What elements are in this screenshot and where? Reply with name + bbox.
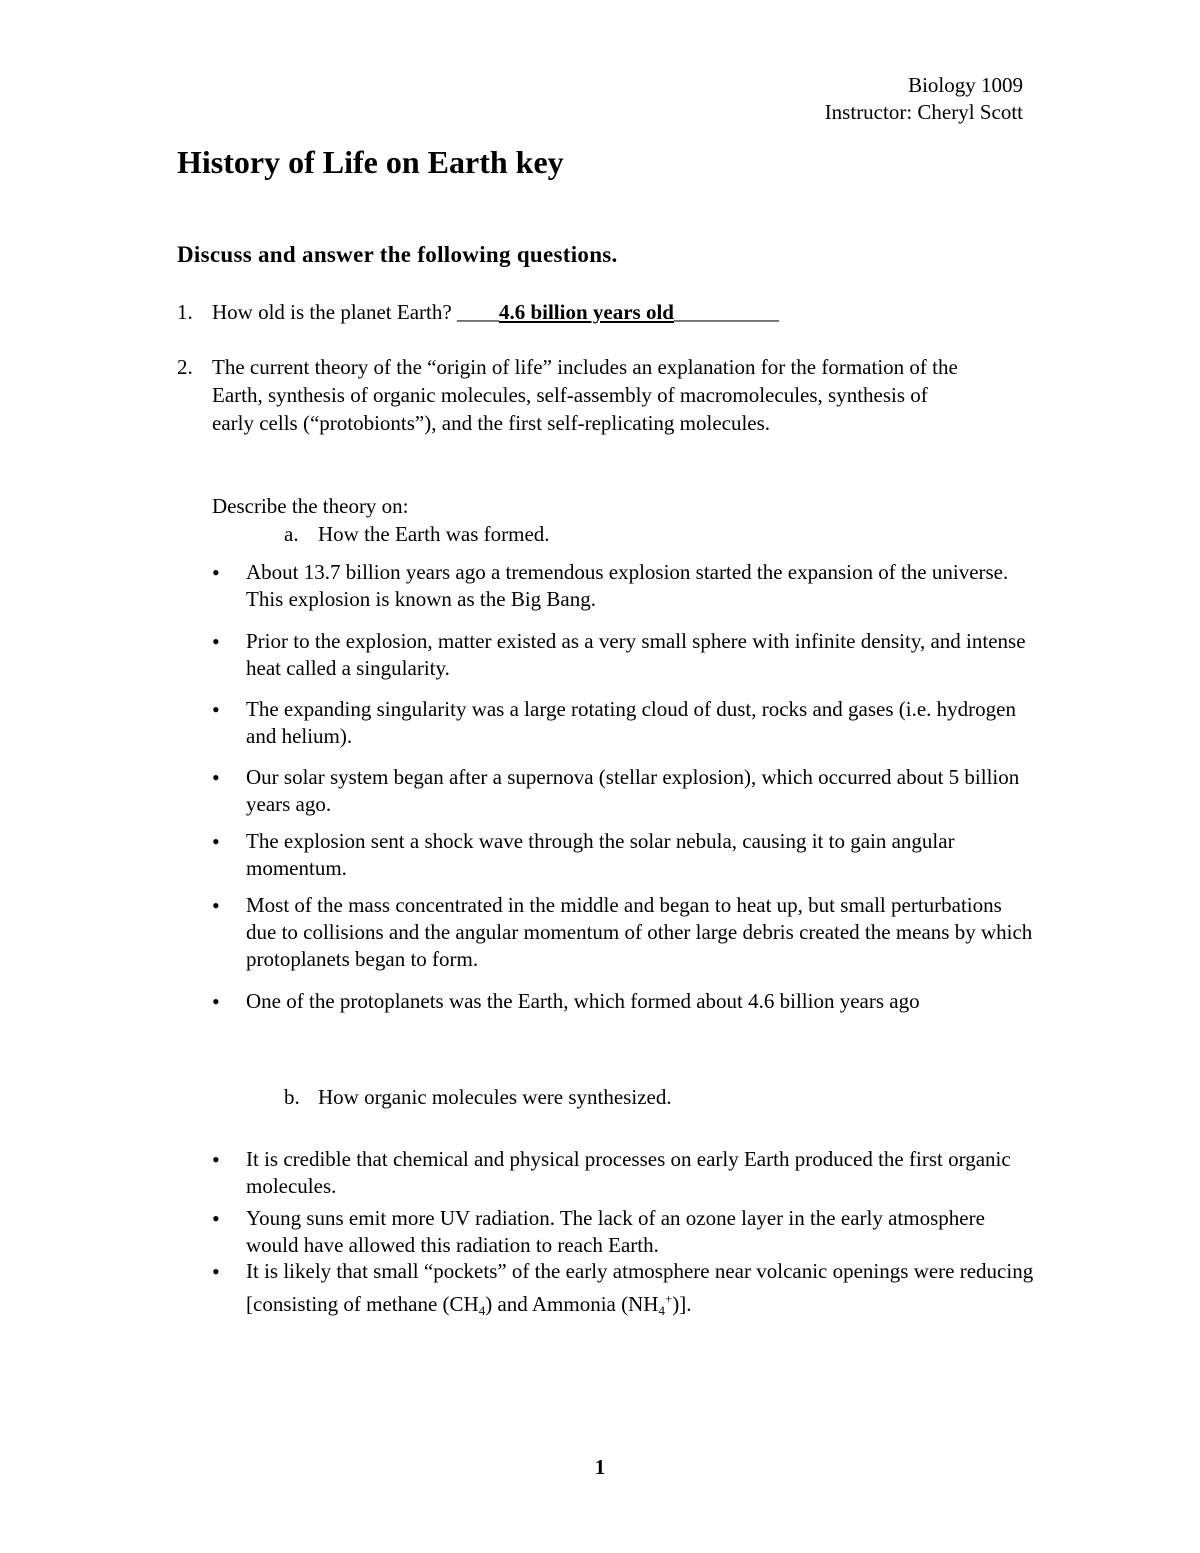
bullet-icon: • xyxy=(212,1147,220,1172)
bullet-icon: • xyxy=(212,560,220,585)
list-item: Most of the mass concentrated in the middle and began to heat up, but small perturbations due to collisions and the angular momentum of other large debris created the means by which protoplanets began to form. xyxy=(246,893,1033,971)
bullet-icon: • xyxy=(212,1206,220,1231)
part-a-text: How the Earth was formed. xyxy=(318,522,550,546)
question-1-number: 1. xyxy=(177,300,193,324)
bullet-icon: • xyxy=(212,629,220,654)
list-item xyxy=(246,1258,1036,1324)
page-number: 1 xyxy=(594,1455,606,1479)
list-item: Our solar system began after a supernova (stellar explosion), which occurred about 5 billion years ago. xyxy=(246,765,1020,816)
subscript: 4 xyxy=(658,1303,665,1318)
section-heading: Discuss and answer the following questions. xyxy=(177,242,618,267)
list-item: About 13.7 billion years ago a tremendous explosion started the expansion of the universe. This explosion is known as the Big Bang. xyxy=(246,560,1009,611)
part-b-label: b. xyxy=(284,1085,300,1109)
part-b-text: How organic molecules were synthesized. xyxy=(318,1085,672,1109)
answer-blank-before: ____ xyxy=(456,300,499,324)
bullet-text-part: )]. xyxy=(672,1292,692,1316)
course-name: Biology 1009 xyxy=(908,73,1023,97)
question-2-text: The current theory of the “origin of life” includes an explanation for the formation of the Earth, synthesis of organic molecules, self-assembly of macromolecules, synthesis of early cells (“protobionts”), and the first self-replicating molecules. xyxy=(212,355,958,435)
answer-blank-after: __________ xyxy=(673,300,779,324)
bullet-icon: • xyxy=(212,893,220,918)
question-2-number: 2. xyxy=(177,355,193,379)
bullet-text-part: It is likely that small “pockets” of the early atmosphere near volcanic openings were reducing [consisting of methane (CH xyxy=(246,1259,1034,1316)
bullet-icon: • xyxy=(212,765,220,790)
question-1-answer: 4.6 billion years old xyxy=(498,300,674,324)
part-a-label: a. xyxy=(284,522,299,546)
list-item: Young suns emit more UV radiation. The lack of an ozone layer in the early atmosphere would have allowed this radiation to reach Earth. xyxy=(246,1206,985,1257)
list-item: The expanding singularity was a large rotating cloud of dust, rocks and gases (i.e. hydrogen and helium). xyxy=(246,697,1016,748)
list-item: One of the protoplanets was the Earth, which formed about 4.6 billion years ago xyxy=(246,989,920,1013)
list-item: It is credible that chemical and physical processes on early Earth produced the first organic molecules. xyxy=(246,1147,1011,1198)
subscript: 4 xyxy=(478,1303,486,1318)
bullet-icon: • xyxy=(212,829,220,854)
list-item: Prior to the explosion, matter existed as a very small sphere with infinite density, and intense heat called a singularity. xyxy=(246,629,1026,680)
list-item: The explosion sent a shock wave through the solar nebula, causing it to gain angular momentum. xyxy=(246,829,955,880)
bullet-text-part: ) and Ammonia (NH xyxy=(485,1292,659,1316)
describe-label: Describe the theory on: xyxy=(212,494,409,518)
question-1-text: How old is the planet Earth? xyxy=(212,300,457,324)
bullet-icon: • xyxy=(212,989,220,1014)
instructor-name: Instructor: Cheryl Scott xyxy=(824,100,1023,124)
superscript: + xyxy=(664,1291,673,1306)
bullet-icon: • xyxy=(212,1259,220,1284)
page-title: History of Life on Earth key xyxy=(177,144,564,180)
question-1 xyxy=(212,298,992,326)
bullet-icon: • xyxy=(212,697,220,722)
